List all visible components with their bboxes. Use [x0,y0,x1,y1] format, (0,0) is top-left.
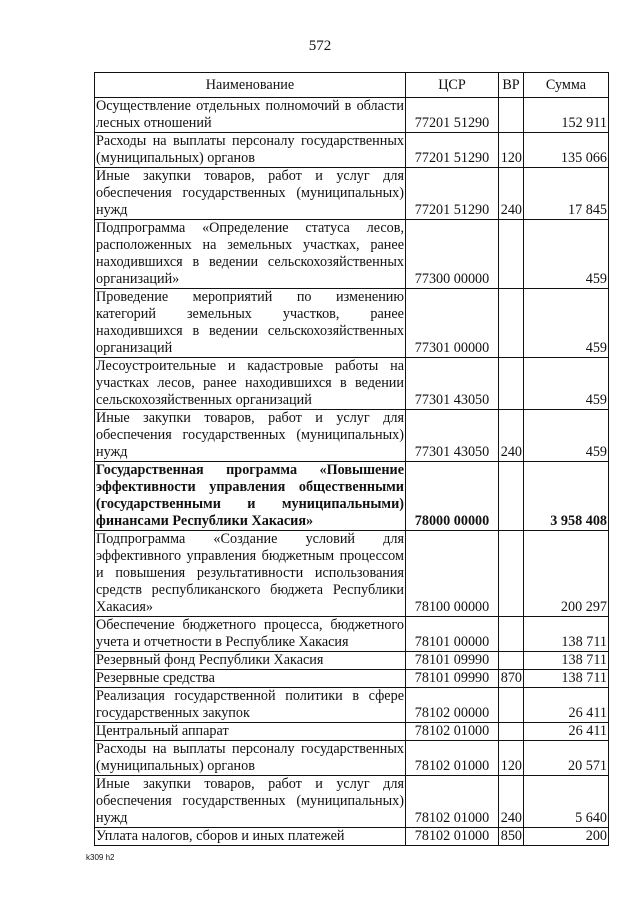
table-row [95,723,609,741]
cell-vr [499,617,524,652]
cell-name: Подпрограмма «Определение статуса лесов, расположенных на земельных участках, ранее находившихся в ведении сельскохозяйственных организаций» [96,220,404,287]
cell-csr: 78102 00000 [406,688,499,723]
cell-sum: 26 411 [524,688,609,723]
cell-vr [499,723,524,741]
footer-code: k309 h2 [86,853,115,862]
cell-name: Иные закупки товаров, работ и услуг для обеспечения государственных (муниципальных) нужд [96,410,404,460]
header-name: Наименование [95,73,406,98]
cell-sum: 138 711 [524,670,609,688]
table-row [95,828,609,846]
table-row [95,410,609,462]
cell-csr: 77201 51290 [406,133,499,168]
header-vr: ВР [499,73,524,98]
cell-sum: 3 958 408 [524,462,609,531]
cell-name: Уплата налогов, сборов и иных платежей [95,828,406,846]
cell-csr: 78101 09990 [406,670,499,688]
cell-name: Обеспечение бюджетного процесса, бюджетного учета и отчетности в Республике Хакасия [96,617,404,650]
table-row [95,133,609,168]
cell-sum: 138 711 [524,617,609,652]
cell-vr [499,98,524,133]
table-header-row [95,73,609,98]
cell-csr: 77301 43050 [406,358,499,410]
cell-vr [499,220,524,289]
table-row [95,776,609,828]
cell-csr: 78102 01000 [406,776,499,828]
table-row [95,670,609,688]
cell-vr [499,358,524,410]
table-row [95,462,609,531]
cell-sum: 200 297 [524,531,609,617]
cell-csr: 78102 01000 [406,741,499,776]
cell-sum: 200 [524,828,609,846]
cell-vr: 240 [499,776,524,828]
cell-sum: 459 [524,358,609,410]
cell-csr: 78101 09990 [406,652,499,670]
cell-csr: 77201 51290 [406,168,499,220]
table-row [95,98,609,133]
cell-vr [499,652,524,670]
cell-vr [499,462,524,531]
table-row [95,358,609,410]
page-number: 572 [308,38,332,54]
table-row [95,289,609,358]
cell-csr: 77301 43050 [406,410,499,462]
cell-csr: 78102 01000 [406,828,499,846]
cell-name: Подпрограмма «Создание условий для эффективного управления бюджетным процессом и повышения результативности использования средств республиканского бюджета Республики Хакасия» [96,531,404,615]
cell-name: Центральный аппарат [95,723,406,741]
cell-name: Резервные средства [95,670,406,688]
cell-vr: 120 [499,133,524,168]
table-row [95,531,609,617]
cell-name: Резервный фонд Республики Хакасия [95,652,406,670]
header-csr: ЦСР [406,73,499,98]
cell-vr: 240 [499,168,524,220]
cell-sum: 135 066 [524,133,609,168]
cell-vr [499,688,524,723]
cell-vr: 850 [499,828,524,846]
cell-name: Государственная программа «Повышение эффективности управления общественными (государственными и муниципальными) финансами Республики Хакасия» [96,462,404,529]
table-row [95,652,609,670]
cell-sum: 459 [524,410,609,462]
cell-vr [499,531,524,617]
cell-vr: 870 [499,670,524,688]
cell-name: Проведение мероприятий по изменению категорий земельных участков, ранее находившихся в ведении сельскохозяйственных организаций [96,289,404,356]
header-sum: Сумма [524,73,609,98]
table-row [95,617,609,652]
cell-sum: 152 911 [524,98,609,133]
cell-name: Осуществление отдельных полномочий в области лесных отношений [96,98,404,131]
cell-csr: 78000 00000 [406,462,499,531]
cell-csr: 77300 00000 [406,220,499,289]
cell-sum: 17 845 [524,168,609,220]
cell-sum: 138 711 [524,652,609,670]
cell-name: Иные закупки товаров, работ и услуг для обеспечения государственных (муниципальных) нужд [96,168,404,218]
table-row [95,168,609,220]
cell-name: Расходы на выплаты персоналу государственных (муниципальных) органов [96,133,404,166]
cell-vr: 240 [499,410,524,462]
cell-sum: 5 640 [524,776,609,828]
cell-sum: 20 571 [524,741,609,776]
cell-csr: 78100 00000 [406,531,499,617]
cell-vr: 120 [499,741,524,776]
cell-name: Лесоустроительные и кадастровые работы на участках лесов, ранее находившихся в ведении сельскохозяйственных организаций [96,358,404,408]
cell-sum: 459 [524,220,609,289]
cell-csr: 77201 51290 [406,98,499,133]
budget-table [94,72,609,846]
cell-csr: 77301 00000 [406,289,499,358]
cell-csr: 78101 00000 [406,617,499,652]
table-row [95,220,609,289]
table-row [95,741,609,776]
cell-sum: 26 411 [524,723,609,741]
cell-name: Иные закупки товаров, работ и услуг для обеспечения государственных (муниципальных) нужд [96,776,404,826]
cell-vr [499,289,524,358]
cell-name: Реализация государственной политики в сфере государственных закупок [96,688,404,721]
cell-name: Расходы на выплаты персоналу государственных (муниципальных) органов [96,741,404,774]
table-row [95,688,609,723]
cell-sum: 459 [524,289,609,358]
cell-csr: 78102 01000 [406,723,499,741]
